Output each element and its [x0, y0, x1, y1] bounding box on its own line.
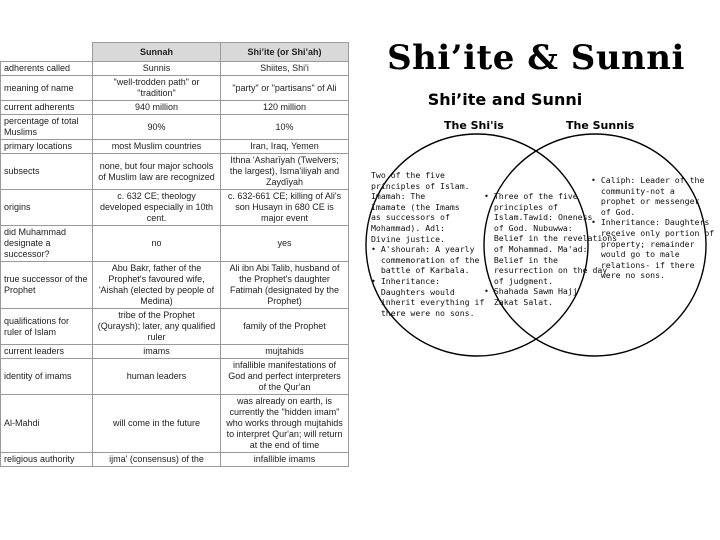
- table-body: [1, 62, 349, 467]
- shiite-cell: mujtahids: [221, 345, 349, 359]
- sunni-cell: Abu Bakr, father of the Prophet's favoured wife, 'Aishah (elected by people of Medina): [93, 262, 221, 309]
- diagram-subtitle: Shi’ite and Sunni: [427, 90, 583, 109]
- shiite-cell: c. 632-661 CE; killing of Ali's son Husayn in 680 CE is major event: [221, 190, 349, 226]
- shiite-cell: infallible manifestations of God and perfect interpreters of the Qur'an: [221, 359, 349, 395]
- page-title: Shi’ite & Sunni: [387, 38, 685, 78]
- sunni-cell: c. 632 CE; theology developed especially in 10th cent.: [93, 190, 221, 226]
- table-row: [1, 359, 349, 395]
- shiite-cell: Iran, Iraq, Yemen: [221, 140, 349, 154]
- sunni-cell: 940 million: [93, 101, 221, 115]
- venn-left-text: Two of the five principles of Islam. Imamah: The Imamate (the Imams as successors of Mohammad). Adl: Divine justice. • A'shourah: A yearly commemoration of the battle of Karbala. • Inheritance: Daughters would inherit everything if there were no sons.: [371, 170, 485, 318]
- sunni-cell: no: [93, 226, 221, 262]
- row-label: Al-Mahdi: [1, 395, 93, 453]
- row-label: identity of imams: [1, 359, 93, 395]
- row-label: true successor of the Prophet: [1, 262, 93, 309]
- table-corner-cell: [1, 43, 93, 62]
- shiite-cell: "party" or "partisans" of Ali: [221, 76, 349, 101]
- table-row: [1, 154, 349, 190]
- shiite-cell: was already on earth, is currently the "hidden imam" who works through mujtahids to interpret Qur'an; will return at the end of time: [221, 395, 349, 453]
- column-header-shiite: Shi’ite (or Shi’ah): [221, 43, 349, 62]
- shiite-cell: Ali ibn Abi Talib, husband of the Prophet's daughter Fatimah (designated by the Prophet): [221, 262, 349, 309]
- table-row: [1, 345, 349, 359]
- table-header-row: [1, 43, 349, 62]
- shiite-cell: family of the Prophet: [221, 309, 349, 345]
- table-row: [1, 140, 349, 154]
- row-label: religious authority: [1, 453, 93, 467]
- row-label: origins: [1, 190, 93, 226]
- shiite-cell: 120 million: [221, 101, 349, 115]
- venn-right-label: The Sunnis: [566, 119, 635, 132]
- venn-overlap-text: • Three of the five principles of Islam.Tawid: Oneness of God. Nubuwwa: Belief in the revelations of Mohammad. Ma'ad: Belief in the resurrection on the day of judgment. • Shahada Sawm Hajj Zakat Salat.: [484, 191, 618, 307]
- table-row: [1, 262, 349, 309]
- row-label: primary locations: [1, 140, 93, 154]
- venn-right-text: • Caliph: Leader of the community-not a prophet or messenger of God. • Inheritance: Daughters receive only portion of property; remainder would go to male relations- if there were no sons.: [591, 175, 715, 281]
- sunni-cell: none, but four major schools of Muslim law are recognized: [93, 154, 221, 190]
- sunni-cell: will come in the future: [93, 395, 221, 453]
- row-label: meaning of name: [1, 76, 93, 101]
- row-label: did Muhammad designate a successor?: [1, 226, 93, 262]
- table-row: [1, 453, 349, 467]
- shiite-cell: 10%: [221, 115, 349, 140]
- sunni-cell: imams: [93, 345, 221, 359]
- table-row: [1, 226, 349, 262]
- shiite-cell: Ithna 'Asharīyah (Twelvers; the largest), Isma'iliyah and Zaydīyah: [221, 154, 349, 190]
- table-row: [1, 76, 349, 101]
- row-label: current adherents: [1, 101, 93, 115]
- row-label: percentage of total Muslims: [1, 115, 93, 140]
- sunni-cell: tribe of the Prophet (Quraysh); later, any qualified ruler: [93, 309, 221, 345]
- table-row: [1, 190, 349, 226]
- row-label: qualifications for ruler of Islam: [1, 309, 93, 345]
- row-label: adherents called: [1, 62, 93, 76]
- venn-left-label: The Shi'is: [444, 119, 504, 132]
- sunni-cell: ijma' (consensus) of the: [93, 453, 221, 467]
- sunni-cell: most Muslim countries: [93, 140, 221, 154]
- row-label: current leaders: [1, 345, 93, 359]
- shiite-cell: yes: [221, 226, 349, 262]
- row-label: subsects: [1, 154, 93, 190]
- column-header-sunni: Sunnah: [93, 43, 221, 62]
- sunni-cell: 90%: [93, 115, 221, 140]
- comparison-table: [0, 42, 349, 467]
- sunni-cell: Sunnis: [93, 62, 221, 76]
- shiite-cell: Shiites, Shi'i: [221, 62, 349, 76]
- table-row: [1, 62, 349, 76]
- table-row: [1, 115, 349, 140]
- shiite-cell: infallible imams: [221, 453, 349, 467]
- sunni-cell: "well-trodden path" or "tradition": [93, 76, 221, 101]
- table-row: [1, 101, 349, 115]
- table-row: [1, 309, 349, 345]
- sunni-cell: human leaders: [93, 359, 221, 395]
- table-row: [1, 395, 349, 453]
